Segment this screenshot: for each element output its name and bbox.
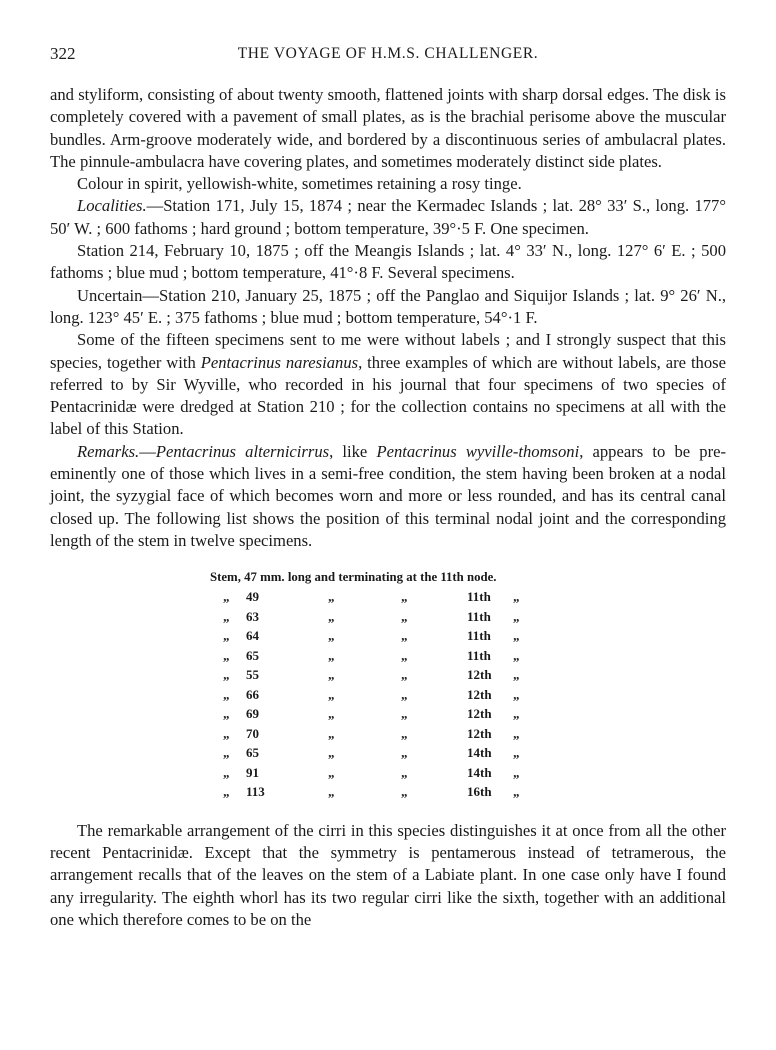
table-row <box>210 665 550 685</box>
table-row <box>210 743 550 763</box>
ditto-mark: „ <box>401 647 408 663</box>
stem-length: 65 <box>246 647 259 663</box>
terminal-node: 11th <box>467 608 491 624</box>
ditto-mark: „ <box>401 706 408 722</box>
ditto-mark: „ <box>223 764 230 780</box>
terminal-node: 11th <box>467 647 491 663</box>
ditto-mark: „ <box>401 745 408 761</box>
ditto-mark: „ <box>223 667 230 683</box>
ditto-mark: „ <box>328 647 335 663</box>
table-row <box>210 607 550 627</box>
species-name: Pentacrinus naresianus <box>200 352 359 372</box>
ditto-mark: „ <box>513 725 520 741</box>
stem-length: 49 <box>246 589 259 605</box>
table-row <box>210 587 550 607</box>
ditto-mark: „ <box>401 667 408 683</box>
paragraph-text: —Station 171, July 15, 1874 ; near the Kermadec Islands ; lat. 28° 33′ S., long. 177° 50′ W. ; 600 fathoms ; hard ground ; bottom temperature, 39°·5 F. One specimen. <box>50 196 726 238</box>
table-row <box>210 646 550 666</box>
body-text-continued <box>50 820 726 931</box>
ditto-mark: „ <box>223 745 230 761</box>
ditto-mark: „ <box>328 686 335 702</box>
table-header: Stem, 47 mm. long and terminating at the 11th node. <box>210 570 497 585</box>
stem-length: 69 <box>246 706 259 722</box>
ditto-mark: „ <box>223 784 230 800</box>
section-label: Remarks. <box>77 441 140 461</box>
ditto-mark: „ <box>223 647 230 663</box>
text-run: , three examples of which are without labels, are those referred to by Sir Wyville, who recorded in his journal that four specimens of two species of Pentacrinidæ were dredged at Station 210 ; for the collection contains no specimens at all with the label of this Station. <box>50 352 726 439</box>
terminal-node: 16th <box>467 784 492 800</box>
terminal-node: 14th <box>467 764 492 780</box>
paragraph: Station 214, February 10, 1875 ; off the Meangis Islands ; lat. 4° 33′ N., long. 127° 6′ E. ; 500 fathoms ; blue mud ; bottom temperature, 41°·8 F. Several specimens. <box>50 241 726 283</box>
stem-length: 113 <box>246 784 265 800</box>
ditto-mark: „ <box>328 608 335 624</box>
terminal-node: 12th <box>467 725 492 741</box>
text-run: , appears to be pre-eminently one of those which lives in a semi-free condition, the stem having been broken at a nodal joint, the syzygial face of which becomes worn and more or less rounded, and has its central canal closed up. The following list shows the position of this terminal nodal joint and the corresponding length of the stem in twelve specimens. <box>50 441 727 550</box>
ditto-mark: „ <box>223 706 230 722</box>
paragraph: and styliform, consisting of about twenty smooth, flattened joints with sharp dorsal edges. The disk is completely covered with a pavement of small plates, as is the brachial perisome above the muscular bundles. Arm-groove moderately wide, and bordered by a discontinuous series of ambulacral plates. The pinnule-ambulacra have covering plates, and sometimes moderately distinct side plates. <box>50 85 726 171</box>
terminal-node: 12th <box>467 686 492 702</box>
ditto-mark: „ <box>328 784 335 800</box>
section-label: Localities. <box>77 196 147 216</box>
ditto-mark: „ <box>513 628 520 644</box>
ditto-mark: „ <box>513 686 520 702</box>
ditto-mark: „ <box>223 628 230 644</box>
ditto-mark: „ <box>328 764 335 780</box>
ditto-mark: „ <box>513 647 520 663</box>
text-run: — <box>139 441 156 461</box>
stem-length: 91 <box>246 764 259 780</box>
paragraph: Uncertain—Station 210, January 25, 1875 ; off the Panglao and Siquijor Islands ; lat. 9° 26′ N., long. 123° 45′ E. ; 375 fathoms ; blue mud ; bottom temperature, 54°·1 F. <box>50 285 726 327</box>
ditto-mark: „ <box>513 764 520 780</box>
stem-length: 65 <box>246 745 259 761</box>
ditto-mark: „ <box>223 608 230 624</box>
text-run: , like <box>329 441 377 461</box>
body-text <box>50 84 726 552</box>
running-head <box>50 44 726 68</box>
ditto-mark: „ <box>328 628 335 644</box>
ditto-mark: „ <box>223 725 230 741</box>
ditto-mark: „ <box>401 784 408 800</box>
ditto-mark: „ <box>513 706 520 722</box>
ditto-mark: „ <box>513 784 520 800</box>
paragraph <box>50 329 726 440</box>
ditto-mark: „ <box>401 725 408 741</box>
ditto-mark: „ <box>401 764 408 780</box>
stem-length: 66 <box>246 686 259 702</box>
ditto-mark: „ <box>328 667 335 683</box>
ditto-mark: „ <box>513 667 520 683</box>
ditto-mark: „ <box>401 589 408 605</box>
ditto-mark: „ <box>328 745 335 761</box>
ditto-mark: „ <box>223 589 230 605</box>
ditto-mark: „ <box>513 589 520 605</box>
ditto-mark: „ <box>328 589 335 605</box>
paragraph: The remarkable arrangement of the cirri in this species distinguishes it at once from all the other recent Pentacrinidæ. Except that the symmetry is pentamerous instead of tetramerous, the arrangement recalls that of the leaves on the stem of a Labiate plant. In one case only have I found any irregularity. The eighth whorl has its two regular cirri like the sixth, together with an additional one which therefore comes to be on the <box>50 820 726 929</box>
species-name: Pentacrinus alternicirrus <box>155 441 330 461</box>
ditto-mark: „ <box>328 725 335 741</box>
terminal-node: 14th <box>467 745 492 761</box>
ditto-mark: „ <box>223 686 230 702</box>
table-row <box>210 626 550 646</box>
ditto-mark: „ <box>401 608 408 624</box>
ditto-mark: „ <box>328 706 335 722</box>
paragraph-localities <box>50 195 726 240</box>
table-row <box>210 782 550 802</box>
table-row <box>210 724 550 744</box>
stem-length: 64 <box>246 628 259 644</box>
ditto-mark: „ <box>513 608 520 624</box>
paragraph: Colour in spirit, yellowish-white, sometimes retaining a rosy tinge. <box>77 174 522 194</box>
species-name: Pentacrinus wyville-thomsoni <box>376 441 580 461</box>
ditto-mark: „ <box>401 686 408 702</box>
table-row <box>210 685 550 705</box>
terminal-node: 12th <box>467 706 492 722</box>
page-number: 322 <box>50 44 76 63</box>
paragraph-remarks <box>50 441 726 552</box>
stem-length: 63 <box>246 608 259 624</box>
text-run: Some of the fifteen specimens sent to me were without labels ; and I strongly suspect that this species, together with <box>50 330 726 372</box>
terminal-node: 12th <box>467 667 492 683</box>
stem-length: 55 <box>246 667 259 683</box>
terminal-node: 11th <box>467 628 491 644</box>
ditto-mark: „ <box>513 745 520 761</box>
stem-length: 70 <box>246 725 259 741</box>
table-body <box>210 587 550 802</box>
terminal-node: 11th <box>467 589 491 605</box>
running-title: THE VOYAGE OF H.M.S. CHALLENGER. <box>237 45 539 62</box>
stem-length-table <box>210 568 550 802</box>
document-page <box>50 44 726 931</box>
table-row <box>210 704 550 724</box>
ditto-mark: „ <box>401 628 408 644</box>
table-row <box>210 763 550 783</box>
